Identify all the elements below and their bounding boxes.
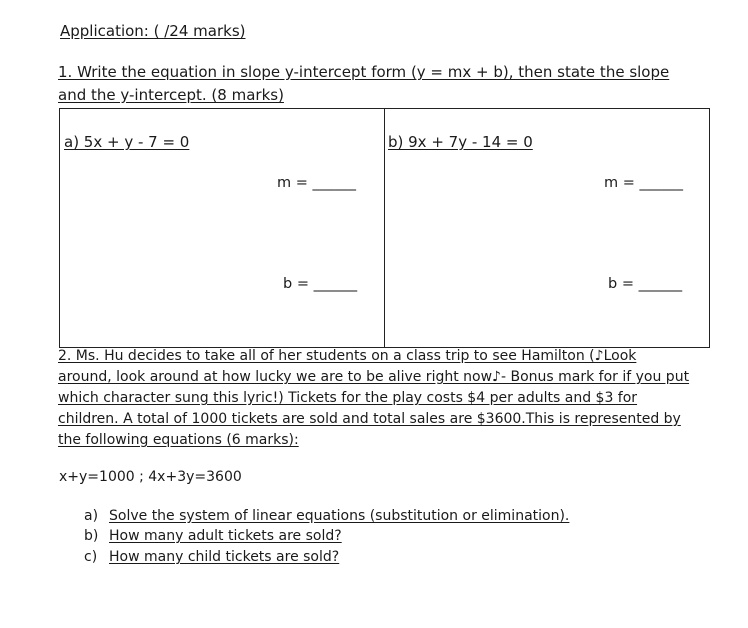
q2-item-b-marker: b) [84, 528, 99, 544]
q1b-equation: b) 9x + 7y - 14 = 0 [388, 133, 533, 151]
q1a-intercept-blank: b = ______ [283, 276, 358, 292]
q1b-intercept-blank: b = ______ [608, 276, 683, 292]
q2-item-a-marker: a) [84, 508, 99, 524]
q2-item-a-text: Solve the system of linear equations (substitution or elimination). [109, 508, 570, 524]
page-title: Application: ( /24 marks) [60, 22, 246, 40]
q1a-slope-blank: m = ______ [277, 175, 356, 191]
q2-text-line-5: the following equations (6 marks): [58, 432, 299, 448]
q2-item-c-text: How many child tickets are sold? [109, 549, 340, 565]
q1-instruction-line-1: 1. Write the equation in slope y-intercept form (y = mx + b), then state the slope [58, 63, 670, 81]
q1-instruction-line-2: and the y-intercept. (8 marks) [58, 86, 284, 104]
q2-item-c-marker: c) [84, 549, 98, 565]
table-divider [384, 108, 385, 348]
q2-text-line-4: children. A total of 1000 tickets are sold and total sales are $3600.This is represented by [58, 411, 681, 427]
q1a-equation: a) 5x + y - 7 = 0 [64, 133, 190, 151]
q2-text-line-1: 2. Ms. Hu decides to take all of her students on a class trip to see Hamilton (♪Look [58, 348, 637, 364]
q1b-slope-blank: m = ______ [604, 175, 683, 191]
q2-text-line-3: which character sung this lyric!) Tickets for the play costs $4 per adults and $3 for [58, 390, 638, 406]
q2-item-b-text: How many adult tickets are sold? [109, 528, 342, 544]
q2-equations: x+y=1000 ; 4x+3y=3600 [59, 469, 242, 485]
q2-text-line-2: around, look around at how lucky we are to be alive right now♪- Bonus mark for if you put [58, 369, 690, 385]
